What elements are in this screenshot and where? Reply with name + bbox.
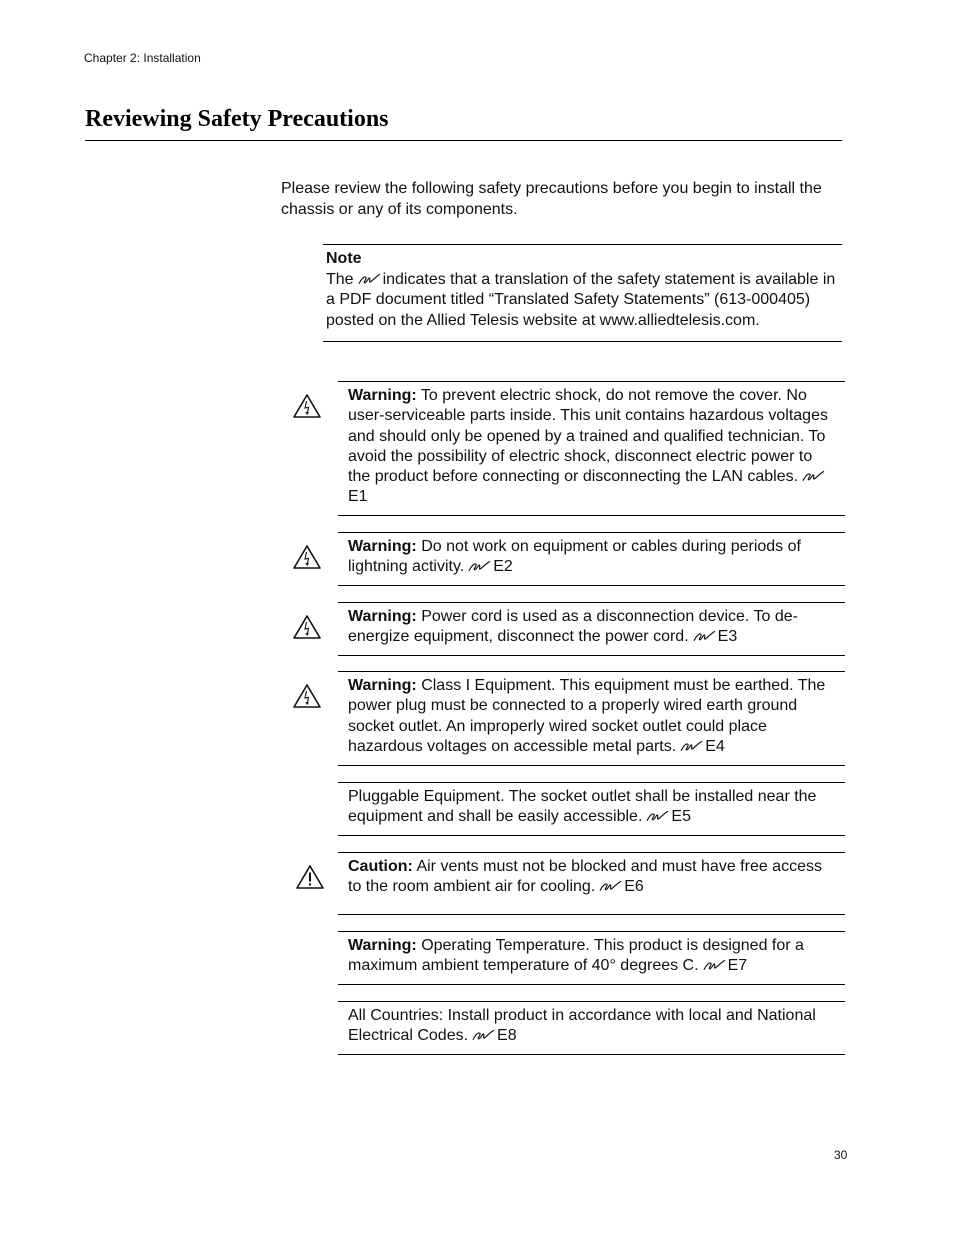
statement-code: E3 <box>717 628 738 646</box>
safety-statement <box>338 852 845 915</box>
translation-icon <box>703 959 726 971</box>
statement-text: Power cord is used as a disconnection device. To de-energize equipment, disconnect the power cord. <box>348 608 798 646</box>
safety-statement <box>338 381 845 516</box>
translation-icon <box>472 1029 495 1041</box>
translation-icon <box>468 560 491 572</box>
intro-paragraph: Please review the following safety precautions before you begin to install the chassis or any of its components. <box>281 180 822 218</box>
statement-text: All Countries: Install product in accordance with local and National Electrical Codes. <box>348 1007 816 1045</box>
statement-text: Operating Temperature. This product is designed for a maximum ambient temperature of 40° degrees C. <box>348 937 804 975</box>
translation-icon <box>599 880 622 892</box>
safety-statement <box>338 782 845 836</box>
statement-text: Air vents must not be blocked and must have free access to the room ambient air for cooling. <box>348 858 822 896</box>
section-title: Reviewing Safety Precautions <box>85 106 389 132</box>
statement-code: E4 <box>705 737 725 755</box>
safety-statement <box>338 602 845 656</box>
statement-text: To prevent electric shock, do not remove the cover. No user-serviceable parts inside. This unit contains hazardous voltages and should only be opened by a trained and qualified technician. To avoid the possibility of electric shock, disconnect electric power to the product before connecting or disconnecting the LAN cables. <box>348 387 828 486</box>
electrical-hazard-icon <box>292 544 322 570</box>
statement-code: E7 <box>727 957 748 975</box>
note-box <box>323 244 842 342</box>
translation-icon <box>680 740 703 752</box>
statement-code: E5 <box>671 808 691 826</box>
safety-statement <box>338 1001 845 1055</box>
statement-code: E1 <box>348 488 368 506</box>
statement-label: Warning: <box>348 538 417 555</box>
note-text-after: indicates that a translation of the safety statement is available in a PDF document titled “Translated Safety Statements” (613-000405) posted on the Allied Telesis website at www.alliedtelesis.com. <box>326 270 836 329</box>
statement-code: E2 <box>493 558 513 576</box>
caution-exclamation-icon <box>295 864 325 890</box>
statement-label: Warning: <box>348 937 417 954</box>
title-rule <box>85 140 842 141</box>
electrical-hazard-icon <box>292 683 322 709</box>
translation-icon <box>358 273 381 285</box>
safety-statement <box>338 931 845 985</box>
note-text-before: The <box>326 270 354 288</box>
electrical-hazard-icon <box>292 614 322 640</box>
statement-label: Warning: <box>348 677 417 694</box>
statement-code: E6 <box>624 878 644 896</box>
translation-icon <box>693 630 716 642</box>
note-label: Note <box>326 250 362 267</box>
statement-label: Caution: <box>348 858 413 875</box>
running-header: Chapter 2: Installation <box>84 51 201 65</box>
statement-text: Pluggable Equipment. The socket outlet shall be installed near the equipment and shall be easily accessible. <box>348 788 817 826</box>
electrical-hazard-icon <box>292 393 322 419</box>
statement-text: Class I Equipment. This equipment must be earthed. The power plug must be connected to a properly wired earth ground socket outlet. An improperly wired socket outlet could place hazardous voltages on accessible metal parts. <box>348 677 826 755</box>
statement-text: Do not work on equipment or cables during periods of lightning activity. <box>348 538 801 576</box>
statement-label: Warning: <box>348 608 417 625</box>
statement-label: Warning: <box>348 387 417 404</box>
page-number: 30 <box>834 1148 848 1162</box>
statement-code: E8 <box>497 1027 517 1045</box>
translation-icon <box>802 470 825 482</box>
translation-icon <box>646 810 669 822</box>
safety-statement <box>338 671 845 766</box>
safety-statement <box>338 532 845 586</box>
